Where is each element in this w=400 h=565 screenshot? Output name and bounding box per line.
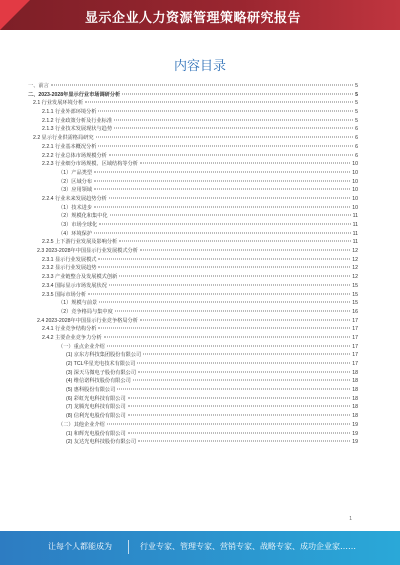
toc-leader-dots [104, 336, 351, 337]
toc-entry-page: 10 [352, 161, 358, 168]
toc-leader-dots [138, 441, 350, 442]
toc-entry-title: (4) 维信诺科技股份有限公司 [66, 378, 131, 385]
toc-entry-page: 11 [352, 222, 358, 228]
toc-entry[interactable] [28, 125, 358, 134]
toc-leader-dots [109, 197, 350, 198]
toc-entry-page: 17 [352, 343, 358, 350]
toc-entry-page: 18 [352, 378, 358, 385]
toc-entry-title: 二、2023-2028年显示行业市场调研分析 [28, 91, 121, 98]
toc-entry[interactable] [28, 291, 358, 300]
toc-entry-page: 19 [352, 421, 358, 428]
toc-leader-dots [122, 93, 353, 94]
toc-entry-title: 2.4.1 行业竞争结构分析 [42, 326, 97, 333]
toc-entry-title: （二）其他企业介绍 [58, 421, 105, 428]
toc-entry[interactable] [28, 299, 358, 308]
toc-entry[interactable] [28, 386, 358, 395]
toc-entry[interactable] [28, 134, 358, 143]
toc-entry[interactable] [28, 377, 358, 386]
toc-leader-dots [114, 119, 353, 120]
toc-entry-title: (7) 龙腾光电科技有限公司 [66, 404, 126, 411]
toc-entry-page: 5 [355, 117, 358, 124]
toc-leader-dots [128, 397, 351, 398]
toc-entry-title: 2.2.5 上下游行业发展及影响分析 [42, 239, 118, 246]
toc-entry-page: 16 [352, 308, 358, 315]
toc-entry-title: 2.2.2 行业总体市场规模分析 [42, 152, 107, 159]
toc-entry-page: 19 [352, 430, 358, 437]
toc-leader-dots [143, 354, 350, 355]
toc-entry[interactable] [28, 82, 358, 91]
toc-entry-page: 10 [352, 187, 358, 194]
toc-leader-dots [94, 189, 350, 190]
toc-entry-title: (8) 信利光电股份有限公司 [66, 413, 126, 420]
toc-entry-title: (2) TCL华星光电技术有限公司 [66, 361, 136, 367]
toc-entry[interactable] [28, 143, 358, 152]
toc-leader-dots [117, 389, 350, 390]
toc-leader-dots [99, 224, 350, 225]
toc-leader-dots [140, 250, 350, 251]
toc-entry-title: （1）规模与前景 [58, 300, 98, 307]
toc-entry-title: 2.1.2 行业政策分析及行业标准 [42, 117, 113, 124]
toc-leader-dots [109, 284, 350, 285]
toc-entry[interactable] [28, 308, 358, 317]
toc-entry-page: 18 [352, 395, 358, 402]
toc-entry-title: (6) 彩虹光电科技有限公司 [66, 395, 126, 402]
toc-entry-title: （2）规模化和集中化 [58, 213, 108, 220]
toc-leader-dots [98, 111, 353, 112]
toc-entry[interactable] [28, 238, 358, 247]
toc-entry-title: 2.3.5 国际市场分析 [42, 291, 87, 298]
toc-entry[interactable] [28, 438, 358, 447]
toc-entry[interactable] [28, 169, 358, 178]
toc-entry[interactable] [28, 91, 358, 100]
toc-entry-page: 5 [355, 109, 358, 116]
toc-entry-title: 2.2.4 行业未来发展趋势分析 [42, 195, 107, 202]
toc-entry-page: 12 [352, 248, 358, 255]
toc-entry[interactable] [28, 204, 358, 213]
toc-entry-page: 11 [352, 213, 358, 220]
toc-leader-dots [107, 423, 351, 424]
toc-entry[interactable] [28, 273, 358, 282]
toc-entry-title: 一、前言 [28, 83, 49, 89]
toc-leader-dots [107, 345, 351, 346]
toc-entry[interactable] [28, 395, 358, 404]
toc-leader-dots [133, 380, 350, 381]
toc-entry[interactable] [28, 256, 358, 265]
toc-entry-page: 10 [352, 195, 358, 202]
toc-entry-page: 6 [355, 126, 358, 133]
toc-entry-title: （4）环境保护 [58, 230, 93, 237]
toc-entry[interactable] [28, 334, 358, 343]
toc-entry-page: 19 [352, 439, 358, 446]
table-of-contents [28, 82, 358, 447]
toc-leader-dots [98, 145, 353, 146]
toc-leader-dots [99, 302, 350, 303]
toc-entry-page: 6 [355, 135, 358, 142]
toc-entry-title: （3）应用领域 [58, 187, 93, 194]
toc-entry-page: 12 [352, 274, 358, 281]
toc-entry-title: 2.2.1 行业基本概况分析 [42, 143, 97, 150]
toc-entry-title: 2.1.3 行业技术发展现状与趋势 [42, 126, 113, 133]
toc-entry-page: 17 [352, 361, 358, 367]
toc-entry-page: 5 [355, 83, 358, 89]
toc-entry-title: (1) 和辉光电股份有限公司 [66, 430, 126, 437]
toc-entry-title: 2.3.3 产业链整合及发展模式创新 [42, 274, 118, 281]
toc-leader-dots [137, 363, 350, 364]
toc-leader-dots [98, 267, 350, 268]
toc-leader-dots [98, 258, 350, 259]
toc-entry[interactable] [28, 282, 358, 291]
toc-leader-dots [114, 128, 353, 129]
toc-leader-dots [94, 180, 350, 181]
toc-entry[interactable] [28, 369, 358, 378]
toc-entry[interactable] [28, 212, 358, 221]
toc-entry-title: 2.3.4 国际显示市场发展状况 [42, 282, 107, 289]
toc-entry[interactable] [28, 99, 358, 108]
toc-entry-page: 17 [352, 334, 358, 341]
toc-entry-page: 17 [352, 352, 358, 359]
toc-entry-title: 2.3.1 显示行业发展模式 [42, 256, 97, 263]
toc-leader-dots [140, 163, 350, 164]
toc-entry[interactable] [28, 221, 358, 230]
toc-entry-page: 11 [352, 230, 358, 237]
toc-entry[interactable] [28, 178, 358, 187]
toc-entry[interactable] [28, 430, 358, 439]
toc-leader-dots [138, 371, 350, 372]
toc-entry-page: 12 [352, 256, 358, 263]
toc-entry-title: 2.3 2023-2028年中国显示行业发展模式分析 [37, 248, 138, 255]
toc-entry[interactable] [28, 195, 358, 204]
toc-entry-page: 18 [352, 387, 358, 394]
toc-entry-title: 2.2.3 行业细分市场规模、区域结构等分析 [42, 161, 138, 168]
toc-leader-dots [128, 432, 351, 433]
toc-entry-title: （1）技术进步 [58, 204, 93, 211]
report-header [0, 0, 400, 30]
toc-leader-dots [96, 137, 354, 138]
toc-leader-dots [119, 276, 350, 277]
toc-entry[interactable] [28, 403, 358, 412]
toc-entry[interactable] [28, 317, 358, 326]
toc-entry[interactable] [28, 152, 358, 161]
toc-entry-title: （2）竞争格局与集中度 [58, 308, 113, 315]
toc-entry[interactable] [28, 421, 358, 430]
toc-entry-title: (1) 京东方科技集团股份有限公司 [66, 352, 142, 359]
toc-entry-title: 2.4.2 主要企业竞争力分析 [42, 334, 102, 341]
toc-entry-title: (5) 惠科股份有限公司 [66, 387, 116, 394]
toc-entry-page: 6 [355, 152, 358, 159]
toc-heading: 内容目录 [173, 59, 226, 74]
report-title: 显示企业人力资源管理策略研究报告 [85, 11, 302, 26]
toc-leader-dots [85, 102, 353, 103]
toc-entry[interactable] [28, 186, 358, 195]
toc-entry-title: 2.4 2023-2028年中国显示行业竞争格局分析 [37, 317, 138, 324]
toc-entry-title: 2.3.2 显示行业发展趋势 [42, 265, 97, 272]
toc-entry-page: 5 [355, 100, 358, 107]
toc-entry-title: 2.1 行业发展环境分析 [33, 100, 84, 107]
toc-leader-dots [128, 406, 351, 407]
toc-leader-dots [128, 415, 351, 416]
toc-entry-page: 17 [352, 326, 358, 333]
toc-entry-title: 2.2 显示行业供需格局研究 [33, 135, 94, 142]
toc-entry-title: （一）重点企业介绍 [58, 343, 105, 350]
toc-entry[interactable] [28, 325, 358, 334]
toc-leader-dots [109, 154, 353, 155]
toc-entry[interactable] [28, 360, 358, 369]
toc-entry-title: （1）产品类型 [58, 169, 93, 176]
toc-entry[interactable] [28, 108, 358, 117]
toc-entry-title: (2) 友达光电科技股份有限公司 [66, 439, 137, 446]
toc-leader-dots [110, 215, 351, 216]
toc-entry-page: 15 [352, 282, 358, 289]
toc-entry[interactable] [28, 247, 358, 256]
toc-leader-dots [94, 232, 351, 233]
toc-entry-page: 11 [352, 239, 358, 246]
toc-leader-dots [115, 310, 350, 311]
toc-leader-dots [94, 206, 350, 207]
toc-entry-page: 17 [352, 317, 358, 324]
toc-entry-title: （3）市场全球化 [58, 222, 98, 228]
toc-entry[interactable] [28, 230, 358, 239]
toc-entry-page: 15 [352, 300, 358, 307]
toc-entry-page: 10 [352, 204, 358, 211]
toc-leader-dots [119, 241, 350, 242]
toc-entry-page: 12 [352, 265, 358, 272]
toc-leader-dots [88, 293, 350, 294]
toc-entry-page: 10 [352, 178, 358, 185]
toc-entry-page: 18 [352, 413, 358, 420]
toc-entry-title: (3) 深天马微电子股份有限公司 [66, 369, 137, 376]
toc-entry[interactable] [28, 412, 358, 421]
header-accent-triangle [0, 0, 30, 30]
toc-entry-page: 5 [355, 91, 358, 98]
toc-entry-page: 18 [352, 404, 358, 411]
toc-entry[interactable] [28, 160, 358, 169]
footer-banner [0, 531, 400, 565]
toc-leader-dots [51, 85, 353, 86]
footer-slogan-left: 让每个人都能成为 [48, 542, 112, 551]
toc-entry-title: 2.1.1 行业外部环境分析 [42, 109, 97, 116]
footer-divider [128, 540, 129, 554]
toc-entry-page: 15 [352, 291, 358, 298]
toc-entry-page: 6 [355, 143, 358, 150]
toc-leader-dots [98, 328, 350, 329]
toc-entry[interactable] [28, 117, 358, 126]
toc-entry-title: （2）区域分布 [58, 178, 93, 185]
toc-entry[interactable] [28, 343, 358, 352]
toc-entry[interactable] [28, 351, 358, 360]
toc-entry-page: 18 [352, 369, 358, 376]
toc-leader-dots [94, 171, 350, 172]
footer-slogan-right: 行业专家、管理专家、营销专家、战略专家、成功企业家…… [140, 542, 356, 551]
toc-leader-dots [140, 319, 350, 320]
page-number: 1 [349, 516, 352, 522]
toc-entry-page: 10 [352, 169, 358, 176]
toc-entry[interactable] [28, 264, 358, 273]
